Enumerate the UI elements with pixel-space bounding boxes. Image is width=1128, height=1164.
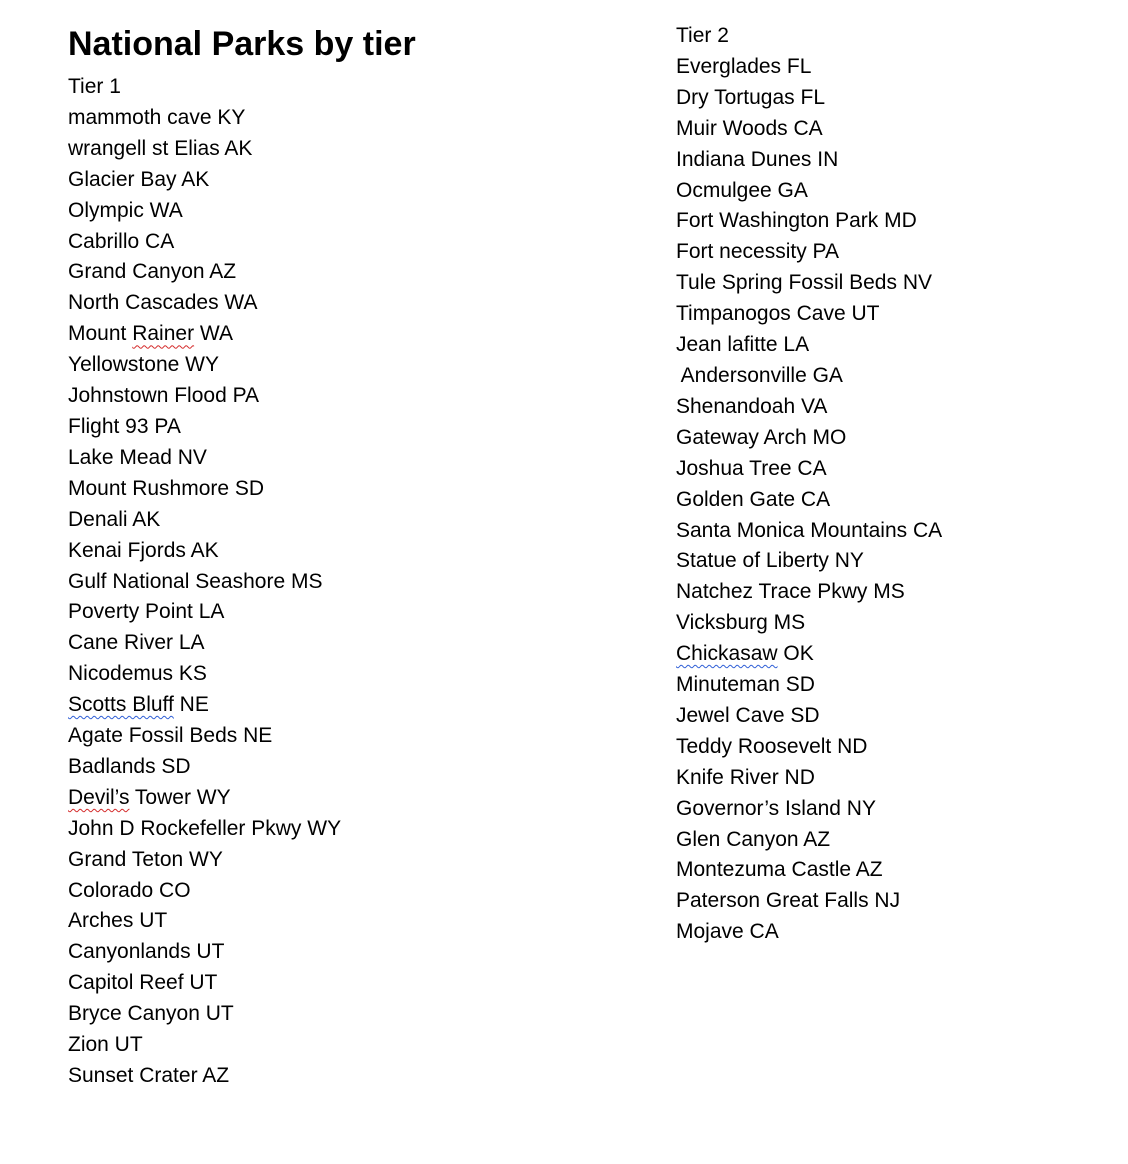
entry-text: Natchez Trace Pkwy MS <box>676 580 905 604</box>
entry-text: Cane River LA <box>68 631 205 655</box>
park-entry <box>68 412 341 443</box>
entry-text: Tule Spring Fossil Beds NV <box>676 271 932 295</box>
entry-text: Teddy Roosevelt ND <box>676 734 868 758</box>
entry-text: Olympic WA <box>68 198 183 222</box>
entry-text: Poverty Point LA <box>68 600 225 624</box>
entry-text: John D Rockefeller Pkwy WY <box>68 816 342 840</box>
entry-text: Grand Teton WY <box>68 847 223 871</box>
entry-text: wrangell st Elias AK <box>68 136 253 160</box>
entry-text: Gateway Arch MO <box>676 425 847 449</box>
entry-text: Colorado CO <box>68 878 191 902</box>
park-entry <box>68 937 341 968</box>
flagged-word: Rainer <box>132 322 195 346</box>
park-entry <box>676 299 942 330</box>
park-entry <box>68 999 341 1030</box>
entry-text: North Cascades WA <box>68 291 258 315</box>
park-entry <box>676 763 942 794</box>
park-entry <box>68 876 341 907</box>
park-entry <box>676 485 942 516</box>
park-entry <box>676 330 942 361</box>
flagged-word: Devil’s <box>68 785 130 809</box>
entry-text: WA <box>194 322 233 346</box>
entry-text: Andersonville GA <box>676 363 843 387</box>
tier-2-list <box>676 21 942 948</box>
entry-text: Statue of Liberty NY <box>676 549 864 573</box>
park-entry <box>676 546 942 577</box>
entry-text: Montezuma Castle AZ <box>676 858 883 882</box>
park-entry <box>676 917 942 948</box>
entry-text: Badlands SD <box>68 754 191 778</box>
entry-text: Jewel Cave SD <box>676 703 820 727</box>
entry-text: mammoth cave KY <box>68 105 246 129</box>
park-entry <box>676 114 942 145</box>
entry-text: Kenai Fjords AK <box>68 538 219 562</box>
park-entry <box>68 1030 341 1061</box>
park-entry <box>676 423 942 454</box>
park-entry <box>676 392 942 423</box>
park-entry <box>68 721 341 752</box>
entry-text: Yellowstone WY <box>68 353 219 377</box>
park-entry <box>68 814 341 845</box>
park-entry <box>676 825 942 856</box>
park-entry <box>676 794 942 825</box>
park-entry <box>676 176 942 207</box>
entry-text: Minuteman SD <box>676 673 815 697</box>
entry-text: Tier 2 <box>676 24 729 47</box>
entry-text: Paterson Great Falls NJ <box>676 889 901 913</box>
park-entry <box>68 443 341 474</box>
entry-text: Zion UT <box>68 1033 143 1057</box>
park-entry <box>676 639 942 670</box>
entry-text: Tier 1 <box>68 75 121 98</box>
park-entry <box>68 196 341 227</box>
flagged-word: Chickasaw <box>676 642 778 666</box>
entry-text: Glacier Bay AK <box>68 167 210 191</box>
entry-text: Fort Washington Park MD <box>676 209 917 233</box>
park-entry <box>676 701 942 732</box>
tier-1-list <box>68 72 341 1092</box>
park-entry <box>676 670 942 701</box>
entry-text: Agate Fossil Beds NE <box>68 724 273 748</box>
entry-text: Nicodemus KS <box>68 662 207 686</box>
entry-text: Grand Canyon AZ <box>68 260 237 284</box>
park-entry <box>68 134 341 165</box>
park-entry <box>676 206 942 237</box>
park-entry <box>68 659 341 690</box>
park-entry <box>68 752 341 783</box>
park-entry <box>676 454 942 485</box>
park-entry <box>68 505 341 536</box>
park-entry <box>68 968 341 999</box>
entry-text: Muir Woods CA <box>676 116 823 140</box>
entry-text: Mount Rushmore SD <box>68 476 265 500</box>
entry-text: Gulf National Seashore MS <box>68 569 323 593</box>
entry-text: Ocmulgee GA <box>676 178 808 202</box>
park-entry <box>68 628 341 659</box>
entry-text: Capitol Reef UT <box>68 971 218 995</box>
entry-text: OK <box>777 642 814 666</box>
entry-text: Bryce Canyon UT <box>68 1002 234 1026</box>
entry-text: Mount <box>68 322 133 346</box>
entry-text: Lake Mead NV <box>68 445 207 469</box>
park-entry <box>68 906 341 937</box>
park-entry <box>68 288 341 319</box>
entry-text: Glen Canyon AZ <box>676 827 831 851</box>
entry-text: Denali AK <box>68 507 161 531</box>
park-entry <box>68 103 341 134</box>
entry-text: Mojave CA <box>676 920 779 944</box>
park-entry <box>676 516 942 547</box>
park-entry <box>68 783 341 814</box>
entry-text: Timpanogos Cave UT <box>676 302 880 326</box>
park-entry <box>68 350 341 381</box>
entry-text: Shenandoah VA <box>676 394 828 418</box>
tier-heading <box>676 21 942 52</box>
park-entry <box>68 165 341 196</box>
entry-text: Indiana Dunes IN <box>676 147 839 171</box>
entry-text: Santa Monica Mountains CA <box>676 518 943 542</box>
entry-text: Dry Tortugas FL <box>676 85 825 109</box>
park-entry <box>68 567 341 598</box>
park-entry <box>68 319 341 350</box>
park-entry <box>68 1061 341 1092</box>
document-title: National Parks by tier <box>68 25 416 63</box>
park-entry <box>676 268 942 299</box>
entry-text: Vicksburg MS <box>676 611 806 635</box>
entry-text: Canyonlands UT <box>68 940 225 964</box>
park-entry <box>676 577 942 608</box>
entry-text: Johnstown Flood PA <box>68 384 260 408</box>
park-entry <box>676 361 942 392</box>
park-entry <box>676 83 942 114</box>
park-entry <box>676 237 942 268</box>
entry-text: Jean lafitte LA <box>676 333 810 357</box>
park-entry <box>68 845 341 876</box>
entry-text: Governor’s Island NY <box>676 796 876 820</box>
park-entry <box>68 597 341 628</box>
park-entry <box>676 608 942 639</box>
flagged-word: Scotts Bluff <box>68 693 174 717</box>
entry-text: Everglades FL <box>676 54 812 78</box>
entry-text: Knife River ND <box>676 765 815 789</box>
entry-text: Joshua Tree CA <box>676 456 827 480</box>
park-entry <box>676 886 942 917</box>
park-entry <box>676 855 942 886</box>
park-entry <box>68 536 341 567</box>
entry-text: Fort necessity PA <box>676 240 839 264</box>
entry-text: Arches UT <box>68 909 168 933</box>
entry-text: Golden Gate CA <box>676 487 831 511</box>
entry-text: Flight 93 PA <box>68 414 181 438</box>
park-entry <box>68 227 341 258</box>
park-entry <box>68 474 341 505</box>
park-entry <box>68 690 341 721</box>
park-entry <box>676 145 942 176</box>
park-entry <box>676 52 942 83</box>
tier-heading <box>68 72 341 103</box>
entry-text: Cabrillo CA <box>68 229 175 253</box>
park-entry <box>68 381 341 412</box>
entry-text: Sunset Crater AZ <box>68 1064 230 1087</box>
entry-text: Tower WY <box>129 785 231 809</box>
entry-text: NE <box>173 693 209 717</box>
park-entry <box>68 257 341 288</box>
park-entry <box>676 732 942 763</box>
